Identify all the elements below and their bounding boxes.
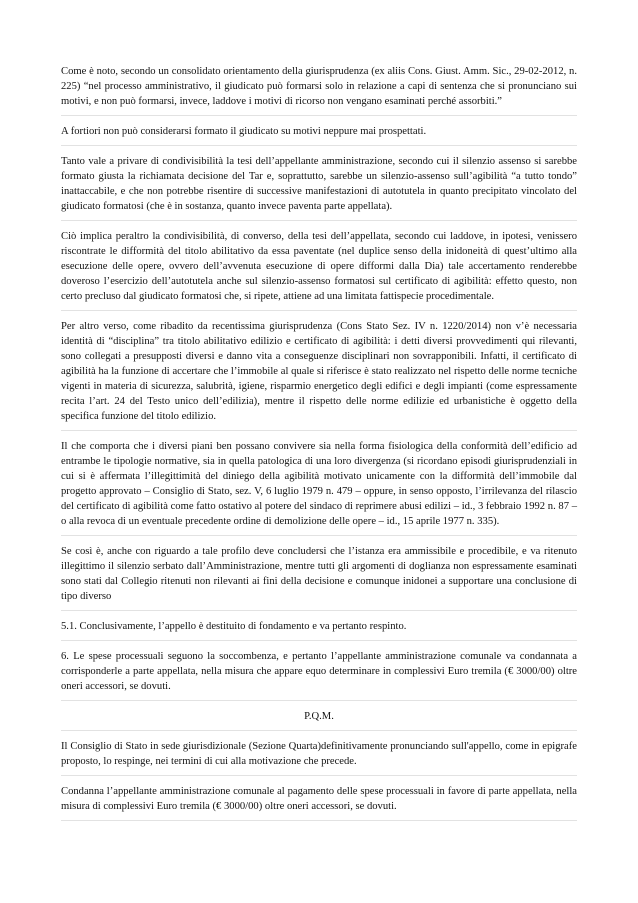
paragraph-dispositivo: Il Consiglio di Stato in sede giurisdizionale (Sezione Quarta)definitivamente pronunciando sull'appello, come in epigrafe proposto, lo respinge, nei termini di cui alla motivazione che precede. [61,739,577,776]
paragraph-titolo-agibilita: Per altro verso, come ribadito da recentissima giurisprudenza (Cons Stato Sez. IV n. 1220/2014) non v’è necessaria identità di “disciplina” tra titolo abilitativo edilizio e certificato di agibilità: i detti diversi provvedimenti qui rilevanti, sono collegati a presupposti diversi e danno vita a conseguenze disciplinari non sovrapponibili. Infatti, il certificato di agibilità ha la funzione di accertare che l’immobile al quale si riferisce è stato realizzato nel rispetto delle norme tecniche vigenti in materia di sicurezza, salubrità, igiene, risparmio energetico degli edifici e degli impianti (come espressamente recita l’art. 24 del Testo unico dell’edilizia), mentre il rispetto delle norme edilizie ed urbanistiche è oggetto della specifica funzione del titolo edilizio. [61,319,577,431]
paragraph-piani-diversi: Il che comporta che i diversi piani ben possano convivere sia nella forma fisiologica della conformità dell’edificio ad entrambe le tipologie normative, sia in quella patologica di una loro divergenza (si ricordano episodi giurisprudenziali in cui si è affermata l’illegittimità del diniego della agibilità motivato unicamente con la difformità dell’immobile dal progetto approvato – Consiglio di Stato, sez. V, 6 luglio 1979 n. 479 – oppure, in senso opposto, l’irrilevanza del rilascio del certificato di agibilità come fatto ostativo al potere del sindaco di reprimere abusi edilizi – id., 3 febbraio 1992 n. 87 – o alla revoca di un eventuale precedente ordine di demolizione delle opere – id., 15 aprile 1977 n. 335). [61,439,577,536]
paragraph-tesi-appellata: Ciò implica peraltro la condivisibilità, di converso, della tesi dell’appellata, secondo cui laddove, in ipotesi, venissero riscontrate le difformità del titolo abilitativo da essa paventate (nel duplice senso della inidoneità di quest’ultimo alla esecuzione delle opere, ovvero dell’avvenuta esecuzione di opere difformi dalla Dia) tale accertamento renderebbe doveroso l’esercizio dell’autotutela anche sul silenzio-assenso formatosi sul certificato di agibilità: effetto questo, non certo precluso dal giudicato formatosi che, si ripete, attiene ad una limitata fattispecie procedimentale. [61,229,577,311]
paragraph-istanza-ammissibile: Se così è, anche con riguardo a tale profilo deve concludersi che l’istanza era ammissibile e procedibile, e va ritenuto illegittimo il silenzio serbato dall’Amministrazione, mentre tutti gli argomenti di doglianza non espressamente esaminati sono stati dal Collegio ritenuti non rilevanti ai fini della decisione e comunque inidonei a supportare una conclusione di tipo diverso [61,544,577,611]
paragraph-condanna: Condanna l’appellante amministrazione comunale al pagamento delle spese processuali in favore di parte appellata, nella misura di complessivi Euro tremila (€ 3000/00) oltre oneri accessori, se dovuti. [61,784,577,821]
paragraph-a-fortiori: A fortiori non può considerarsi formato il giudicato su motivi neppure mai prospettati. [61,124,577,146]
pqm-heading: P.Q.M. [61,709,577,731]
paragraph-tesi-appellante: Tanto vale a privare di condivisibilità la tesi dell’appellante amministrazione, secondo cui il silenzio assenso si sarebbe formato giusta la richiamata decisione del Tar e, soprattutto, sarebbe un silenzio-assenso sull’agibilità “a tutto tondo” inattaccabile, e che non potrebbe risentire di successive manifestazioni di autotutela in quanto precipitato vincolato del giudicato formatosi (che è in sostanza, quanto invece paventa parte appellata). [61,154,577,221]
paragraph-orientamento-giurisprudenza: Come è noto, secondo un consolidato orientamento della giurisprudenza (ex aliis Cons. Giust. Amm. Sic., 29-02-2012, n. 225) “nel processo amministrativo, il giudicato può formarsi solo in relazione a capi di sentenza che si pronunciano sui motivi, e non può formarsi, invece, laddove i motivi di ricorso non vengano esaminati perché assorbiti.” [61,64,577,116]
paragraph-conclusione: 5.1. Conclusivamente, l’appello è destituito di fondamento e va pertanto respinto. [61,619,577,641]
paragraph-spese-processuali: 6. Le spese processuali seguono la soccombenza, e pertanto l’appellante amministrazione comunale va condannata a corrisponderle a parte appellata, nella misura che appare equo determinare in complessivi Euro tremila (€ 3000/00) oltre oneri accessori, se dovuti. [61,649,577,701]
document-page [61,64,577,829]
